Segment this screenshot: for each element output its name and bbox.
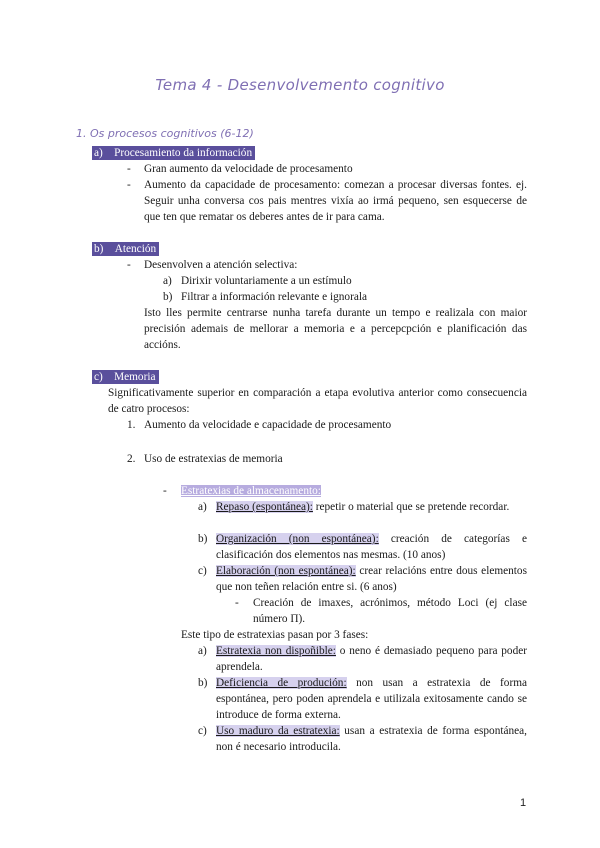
subsection-a-label: Procesamiento da información bbox=[114, 147, 253, 159]
list-item: Dirixir voluntariamente a un estímulo bbox=[181, 275, 352, 287]
paragraph: Significativamente superior en comparación a etapa evolutiva anterior como consecuencia de catro procesos: bbox=[108, 387, 527, 415]
list-marker: b) bbox=[198, 533, 208, 545]
list-item: Repaso (espontánea): repetir o material que se pretende recordar. bbox=[216, 501, 510, 513]
subsection-b-label: Atención bbox=[114, 243, 157, 255]
bullet-text: Gran aumento da velocidade de procesamento bbox=[144, 163, 353, 175]
numbered-item: Aumento da velocidade e capacidade de procesamento bbox=[144, 419, 392, 431]
list-marker: b) bbox=[198, 677, 208, 689]
numbered-marker: 1. bbox=[127, 419, 136, 431]
sub-bullet-text: Creación de imaxes, acrónimos, método Loci (ej clase número Π). bbox=[253, 597, 527, 625]
phases-intro: Este tipo de estratexias pasan por 3 fases: bbox=[181, 629, 369, 641]
bullet-dash: - bbox=[163, 485, 167, 497]
section-heading: 1. Os procesos cognitivos (6-12) bbox=[76, 127, 254, 140]
bullet-dash: - bbox=[127, 259, 131, 271]
list-marker: a) bbox=[198, 645, 207, 657]
list-item: Elaboración (non espontánea): crear relacións entre dous elementos que non teñen relación entre si. (6 anos) bbox=[216, 565, 527, 593]
list-item: Uso maduro da estratexia: usan a estratexia de forma espontánea, non é necesario introducila. bbox=[216, 725, 528, 753]
numbered-marker: 2. bbox=[127, 453, 136, 465]
numbered-item: Uso de estratexias de memoria bbox=[144, 453, 283, 465]
subsection-c-label: Memoria bbox=[114, 371, 156, 383]
storage-label: Estratexias de almacenamento: bbox=[181, 485, 321, 497]
bullet-dash: - bbox=[235, 597, 239, 609]
list-item: Filtrar a información relevante e ignorala bbox=[181, 291, 368, 303]
list-marker: c) bbox=[198, 565, 207, 577]
bullet-text: Aumento da capacidade de procesamento: comezan a procesar diversas fontes. ej. Seguir unha conversa cos pais mentres vixía ao irmá pequeno, sen esquecerse de que ten que rematar os deberes antes de ir para cama. bbox=[144, 179, 527, 223]
page-number: 1 bbox=[520, 797, 527, 809]
list-item: Organización (non espontánea): creación de categorías e clasificación dos elementos nas mesmas. (10 anos) bbox=[216, 533, 527, 561]
list-item: Deficiencia de produción: non usan a estratexia de forma espontánea, pero poden aprendela e utilizala exitosamente cando se introduce de forma externa. bbox=[216, 677, 528, 721]
bullet-dash: - bbox=[127, 179, 131, 191]
subsection-b-marker: b) Atención bbox=[92, 241, 159, 257]
list-marker: b) bbox=[163, 291, 173, 303]
list-marker: a) bbox=[163, 275, 172, 287]
document-title: Tema 4 - Desenvolvemento cognitivo bbox=[155, 76, 445, 94]
bullet-text: Desenvolven a atención selectiva: bbox=[144, 259, 298, 271]
list-item: Estratexia non dispoñible: o neno é demasiado pequeno para poder aprendela. bbox=[216, 645, 527, 673]
list-marker: a) bbox=[198, 501, 207, 513]
list-marker: c) bbox=[198, 725, 207, 737]
bullet-dash: - bbox=[127, 163, 131, 175]
paragraph: Isto lles permite centrarse nunha tarefa durante un tempo e realizala con maior precisión ademais de mellorar a memoria e a percepcpción e planificación das accións. bbox=[144, 307, 527, 351]
subsection-c-marker: c) Memoria bbox=[92, 369, 159, 385]
subsection-a-marker: a) Procesamiento da información bbox=[92, 145, 255, 161]
